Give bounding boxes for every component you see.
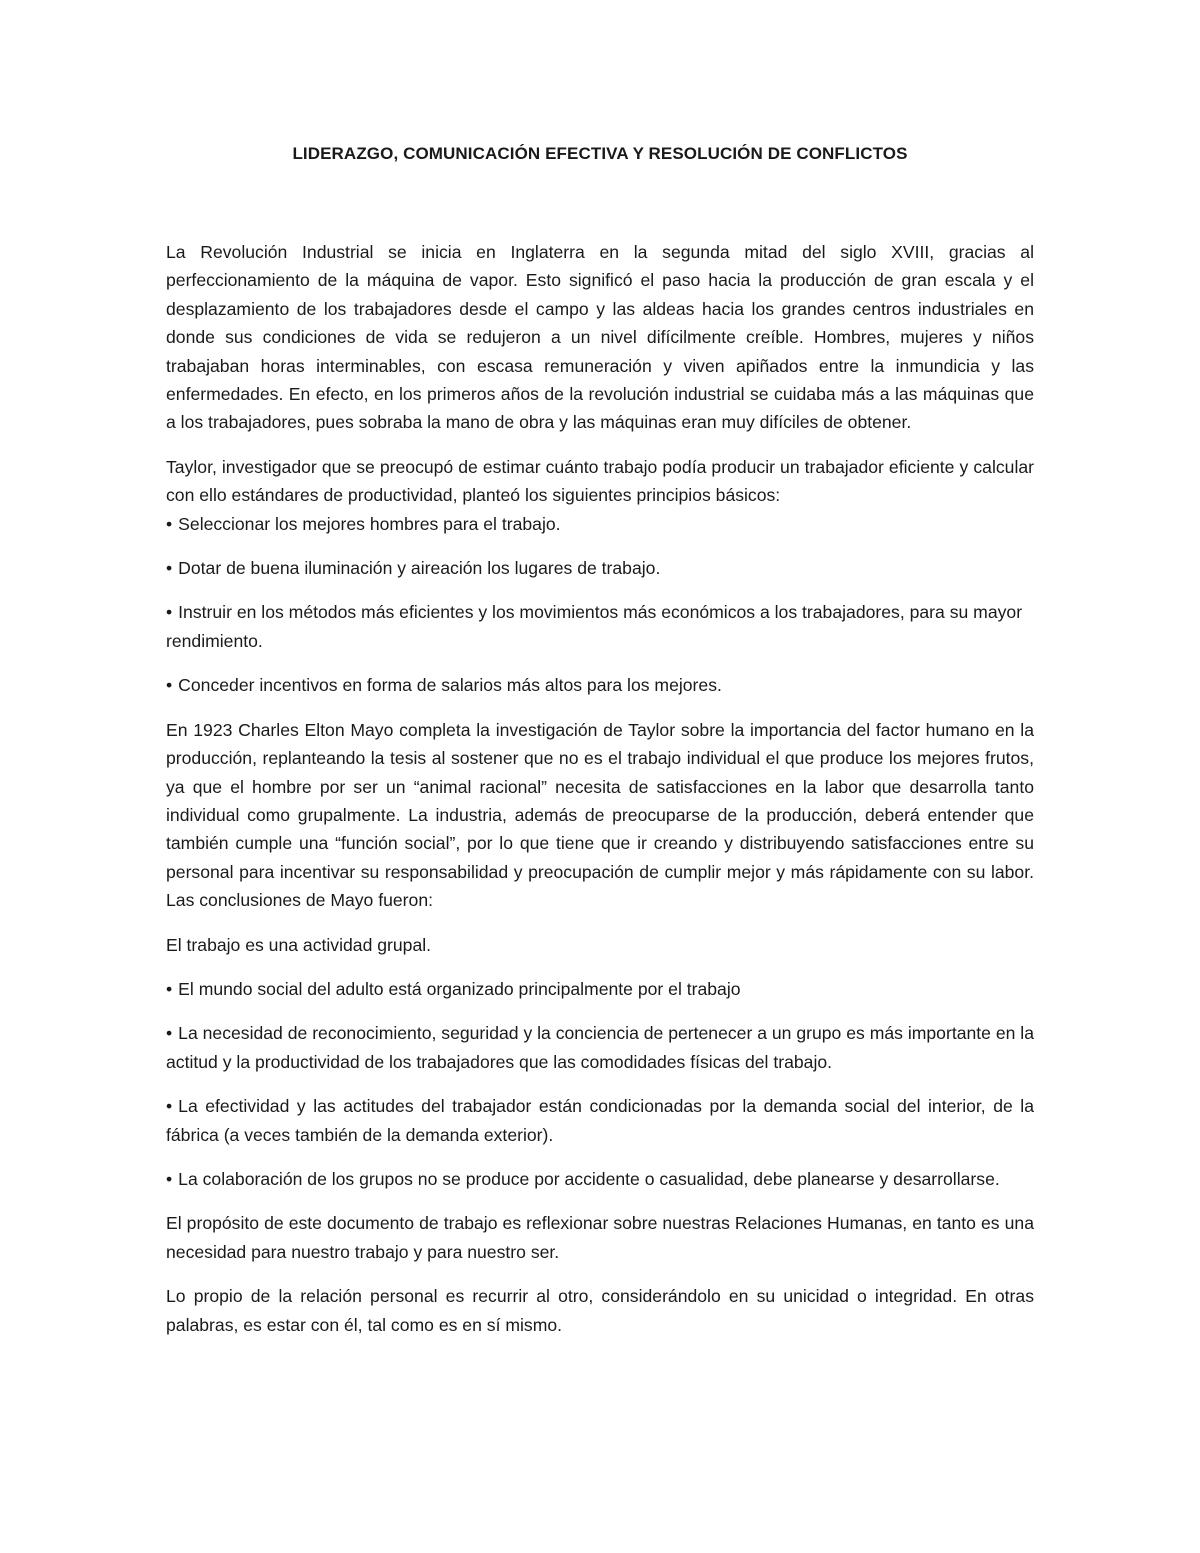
document-page <box>166 140 1034 1355</box>
list-item-taylor-2: • Dotar de buena iluminación y aireación los lugares de trabajo. <box>166 554 1034 582</box>
paragraph-intro: La Revolución Industrial se inicia en Inglaterra en la segunda mitad del siglo XVIII, gracias al perfeccionamiento de la máquina de vapor. Esto significó el paso hacia la producción de gran escala y el desplazamiento de los trabajadores desde el campo y las aldeas hacia los grandes centros industriales en donde sus condiciones de vida se redujeron a un nivel difícilmente creíble. Hombres, mujeres y niños trabajaban horas interminables, con escasa remuneración y viven apiñados entre la inmundicia y las enfermedades. En efecto, en los primeros años de la revolución industrial se cuidaba más a las máquinas que a los trabajadores, pues sobraba la mano de obra y las máquinas eran muy difíciles de obtener. <box>166 242 1034 433</box>
document-title: LIDERAZGO, COMUNICACIÓN EFECTIVA Y RESOLUCIÓN DE CONFLICTOS <box>292 144 908 163</box>
list-item-taylor-1: • Seleccionar los mejores hombres para el trabajo. <box>166 510 1034 538</box>
paragraph-mayo: En 1923 Charles Elton Mayo completa la investigación de Taylor sobre la importancia del factor humano en la producción, replanteando la tesis al sostener que no es el trabajo individual el que produce los mejores frutos, ya que el hombre por ser un “animal racional” necesita de satisfacciones en la labor que desarrolla tanto individual como grupalmente. La industria, además de preocuparse de la producción, deberá entender que también cumple una “función social”, por lo que tiene que ir creando y distribuyendo satisfacciones entre su personal para incentivar su responsabilidad y preocupación de cumplir mejor y más rápidamente con su labor. Las conclusiones de Mayo fueron: <box>166 719 1034 911</box>
paragraph-purpose: El propósito de este documento de trabajo es reflexionar sobre nuestras Relaciones Humanas, en tanto es una necesidad para nuestro trabajo y para nuestro ser. <box>166 1213 1034 1262</box>
paragraph-conclusion-1: El trabajo es una actividad grupal. <box>166 934 432 955</box>
list-item-mayo-1: • El mundo social del adulto está organizado principalmente por el trabajo <box>166 975 1034 1003</box>
paragraph-relation: Lo propio de la relación personal es recurrir al otro, considerándolo en su unicidad o integridad. En otras palabras, es estar con él, tal como es en sí mismo. <box>166 1286 1034 1335</box>
list-item-taylor-3: • Instruir en los métodos más eficientes y los movimientos más económicos a los trabajadores, para su mayor rendimiento. <box>166 598 1034 655</box>
paragraph-taylor: Taylor, investigador que se preocupó de estimar cuánto trabajo podía producir un trabajador eficiente y calcular con ello estándares de productividad, planteó los siguientes principios básicos: <box>166 456 1034 506</box>
list-item-taylor-4: • Conceder incentivos en forma de salarios más altos para los mejores. <box>166 671 1034 699</box>
list-item-mayo-3: • La efectividad y las actitudes del trabajador están condicionadas por la demanda social del interior, de la fábrica (a veces también de la demanda exterior). <box>166 1092 1034 1149</box>
list-item-mayo-2: • La necesidad de reconocimiento, seguridad y la conciencia de pertenecer a un grupo es más importante en la actitud y la productividad de los trabajadores que las comodidades físicas del trabajo. <box>166 1019 1034 1076</box>
list-item-mayo-4: • La colaboración de los grupos no se produce por accidente o casualidad, debe planearse y desarrollarse. <box>166 1165 1034 1193</box>
